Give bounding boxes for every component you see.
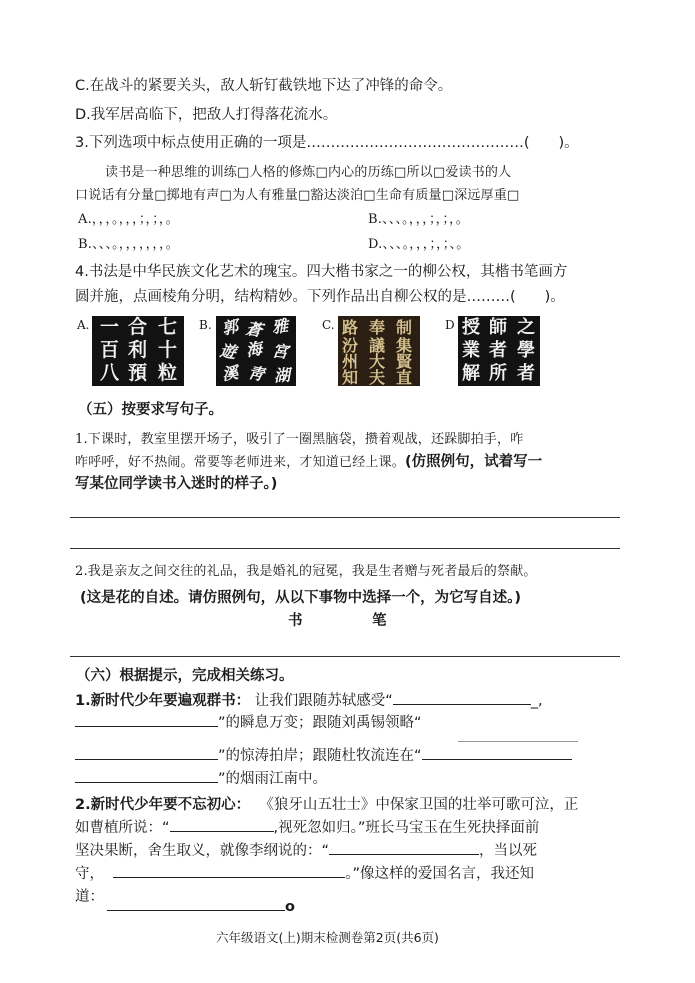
s6-q1-line1: 1.新时代少年要遍观群书： 让我们跟随苏轼感受“ _, bbox=[75, 689, 543, 710]
page-footer: 六年级语文(上)期末检测卷第2页(共6页) bbox=[216, 930, 439, 945]
blank[interactable] bbox=[75, 712, 218, 727]
s5-q1-line1: 1.下课时，教室里摆开场子，吸引了一圈黑脑袋，攒着观战，还跺脚拍手，咋 bbox=[75, 432, 524, 447]
s6-q1-line4: ”的烟雨江南中。 bbox=[75, 767, 327, 788]
choice-pen: 笔 bbox=[372, 613, 387, 629]
image-option-d-label: D bbox=[445, 318, 455, 332]
q3-option-c: B.、、、。，，，，，，，。 bbox=[78, 237, 179, 252]
image-option-c-label: C. bbox=[322, 318, 335, 332]
s5-q1-line2: 咋呼呼，好不热闹。常要等老师进来，才知道已经上课。(仿照例句，试着写一 bbox=[75, 454, 543, 470]
s6-q2-line3: 坚决果断，舍生取义，就像李纲说的：“ ，当以死 bbox=[75, 839, 537, 860]
blank[interactable] bbox=[75, 768, 218, 783]
q3-passage-line2: 口说话有分量□掷地有声□为人有雅量□豁达淡泊□生命有质量□深远厚重□ bbox=[75, 188, 520, 203]
s5-q1-line3: 写某位同学读书入迷时的样子。) bbox=[75, 476, 278, 492]
s6-q2-line1: 2.新时代少年要不忘初心： 《狼牙山五壮士》中保家卫国的壮举可歌可泣，正 bbox=[75, 797, 579, 813]
calligraphy-image-b: 郭 蒼 雅 遊 海 宮 溪 靑 湖 bbox=[216, 316, 296, 386]
blank[interactable] bbox=[393, 690, 531, 705]
section6-heading: （六）根据提示，完成相关练习。 bbox=[76, 668, 294, 684]
s5-q2-line1: 2.我是亲友之间交往的礼品，我是婚礼的冠冕，我是生者赠与死者最后的祭献。 bbox=[75, 564, 537, 579]
s6-q1-line3: ”的惊涛拍岸；跟随杜牧流连在“ bbox=[75, 744, 572, 765]
calligraphy-image-d: 授 師 之 業 者 學 解 所 者 bbox=[458, 316, 540, 386]
s6-q2-line4: 守， 。”像这样的爱国名言，我还知 bbox=[75, 862, 534, 883]
q4-stem-line2: 圆并施，点画棱角分明，结构精妙。下列作品出自柳公权的是………( )。 bbox=[75, 289, 565, 305]
q3-stem: 3.下列选项中标点使用正确的一项是………………………………………( )。 bbox=[75, 135, 579, 151]
blank[interactable] bbox=[458, 741, 578, 742]
q3-option-d: D.、、、。，，，；，；、。 bbox=[368, 237, 470, 252]
image-option-a-label: A. bbox=[77, 318, 90, 332]
s5-q2-line2: (这是花的自述。请仿照例句，从以下事物中选择一个，为它写自述。) bbox=[80, 590, 522, 606]
blank[interactable] bbox=[113, 863, 345, 878]
calligraphy-image-a: 一 合 七 百 利 十 八 預 粒 bbox=[92, 316, 184, 386]
option-d: D.我军居高临下，把敌人打得落花流水。 bbox=[75, 107, 338, 123]
answer-line bbox=[70, 548, 620, 549]
section5-heading: （五）按要求写句子。 bbox=[78, 402, 223, 418]
q3-passage-line1: 读书是一种思维的训练□人格的修炼□内心的历练□所以□爱读书的人 bbox=[105, 165, 512, 180]
blank[interactable] bbox=[170, 817, 274, 832]
s6-q2-line5: 道： bbox=[75, 889, 104, 905]
choice-book: 书 bbox=[288, 613, 303, 629]
s6-q2-line2: 如曹植所说：“ ,视死忽如归。”班长马宝玉在生死抉择面前 bbox=[75, 816, 539, 837]
q3-option-a: A.，，，。，，，；，；，。 bbox=[78, 212, 179, 227]
blank[interactable] bbox=[75, 745, 218, 760]
q3-option-b: B.、、、。，，，；，；，。 bbox=[368, 212, 469, 227]
s6-q2-line6: o bbox=[107, 896, 295, 915]
calligraphy-image-c: 路 奉 制 汾 議 集 州 大 賢 知 夫 直 bbox=[338, 316, 420, 386]
blank[interactable] bbox=[329, 840, 479, 855]
option-c: C.在战斗的紧要关头，敌人斩钉截铁地下达了冲锋的命令。 bbox=[75, 78, 453, 94]
q4-stem-line1: 4.书法是中华民族文化艺术的瑰宝。四大楷书家之一的柳公权，其楷书笔画方 bbox=[75, 264, 568, 280]
s6-q1-line2: ”的瞬息万变；跟随刘禹锡领略“ bbox=[75, 711, 422, 732]
blank[interactable] bbox=[107, 896, 285, 911]
image-option-b-label: B. bbox=[199, 318, 212, 332]
answer-line bbox=[70, 517, 620, 518]
blank[interactable] bbox=[422, 745, 572, 760]
answer-line bbox=[70, 656, 620, 657]
